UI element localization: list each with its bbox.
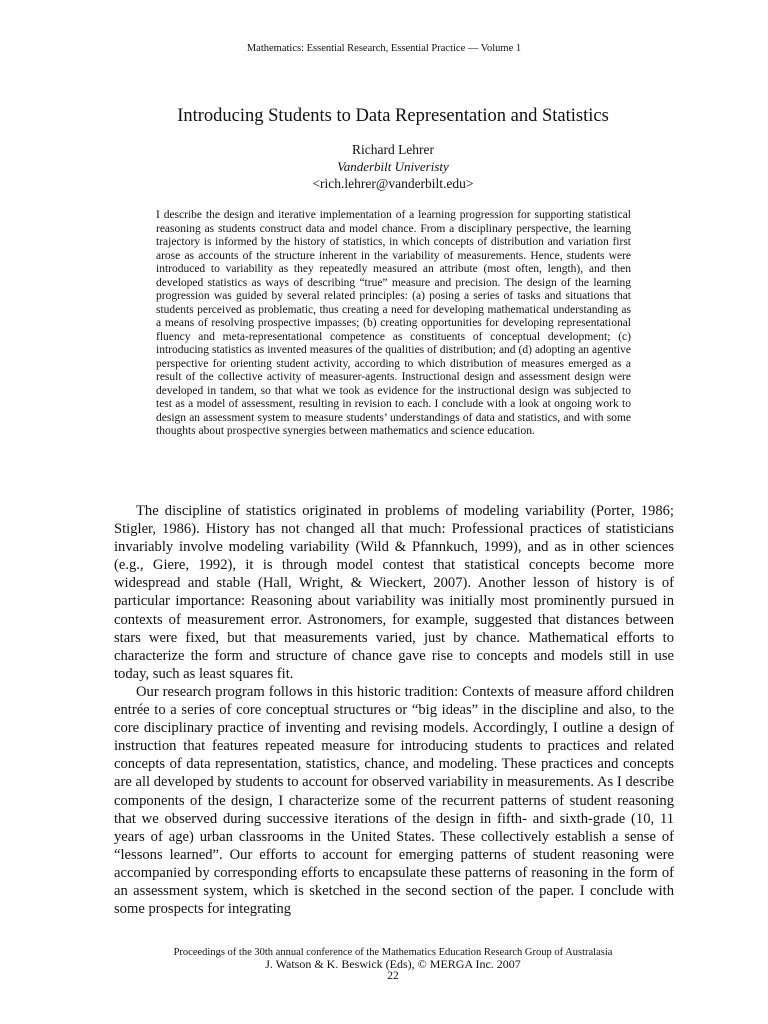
- page-number: 22: [387, 970, 399, 982]
- author-email: <rich.lehrer@vanderbilt.edu>: [312, 176, 474, 191]
- body-paragraph: Our research program follows in this historic tradition: Contexts of measure afford children entrée to a series of core conceptual structures or “big ideas” in the discipline and also, to the core disciplinary practice of inventing and revising models. Accordingly, I outline a design of instruction that features repeated measure for introducing students to practices and related concepts of data representation, statistics, chance, and modeling. These practices and concepts are all developed by students to account for observed variability in measurements. As I describe components of the design, I characterize some of the recurrent patterns of student reasoning that we observed during successive iterations of the design in fifth- and sixth-grade (10, 11 years of age) urban classrooms in the United States. These collectively establish a sense of “lessons learned”. Our efforts to account for emerging patterns of student reasoning were accompanied by corresponding efforts to encapsulate these patterns of reasoning in the form of an assessment system, which is sketched in the second section of the paper. I conclude with some prospects for integrating: [114, 683, 674, 918]
- author-affiliation: Vanderbilt Univeristy: [337, 159, 449, 174]
- abstract: I describe the design and iterative implementation of a learning progression for supporting statistical reasoning as students construct data and model chance. From a disciplinary perspective, the learning trajectory is informed by the history of statistics, in which concepts of distribution and variation first arose as accounts of the structure inherent in the variability of measurements. Hence, students were introduced to variability as they repeatedly measured an attribute (most often, length), and then developed statistics as ways of describing “true” measure and precision. The design of the learning progression was guided by several related principles: (a) posing a series of tasks and situations that students perceived as problematic, thus creating a need for developing mathematical understanding as a means of resolving prospective impasses; (b) creating opportunities for developing representational fluency and meta-representational competence as constituents of conceptual development; (c) introducing statistics as invented measures of the qualities of distribution; and (d) adopting an agentive perspective for orienting student activity, according to which distribution of measures emerged as a result of the collective activity of measurer-agents. Instructional design and assessment design were developed in tandem, so that what we took as evidence for the instructional design was subjected to test as a model of assessment, resulting in revision to each. I conclude with a look at ongoing work to design an assessment system to measure students’ understandings of data and statistics, and with some thoughts about prospective synergies between mathematics and science education.: [156, 209, 631, 437]
- author-name: Richard Lehrer: [351, 142, 435, 157]
- footer-editors: J. Watson & K. Beswick (Eds), © MERGA Inc. 2007: [265, 957, 521, 971]
- page-footer: [0, 947, 768, 982]
- body-paragraph: The discipline of statistics originated in problems of modeling variability (Porter, 1986; Stigler, 1986). History has not changed all that much: Professional practices of statisticians invariably involve modeling variability (Wild & Pfannkuch, 1999), and as in other sciences (e.g., Giere, 1992), it is through model contest that statistical concepts become more widespread and stable (Hall, Wright, & Wieckert, 2007). Another lesson of history is of particular importance: Reasoning about variability was initially most prominently pursued in contexts of measurement error. Astronomers, for example, suggested that distances between stars were fixed, but that measurements varied, just by chance. Mathematical efforts to characterize the form and structure of chance gave rise to concepts and models still in use today, such as least squares fit.: [114, 503, 674, 682]
- footer-proceedings: Proceedings of the 30th annual conference of the Mathematics Education Research Group of Australasia: [173, 947, 613, 958]
- body-text: [114, 502, 674, 918]
- running-header: Mathematics: Essential Research, Essential Practice — Volume 1: [246, 43, 522, 54]
- author-block: [0, 141, 768, 193]
- paper-title: Introducing Students to Data Representation and Statistics: [177, 106, 609, 126]
